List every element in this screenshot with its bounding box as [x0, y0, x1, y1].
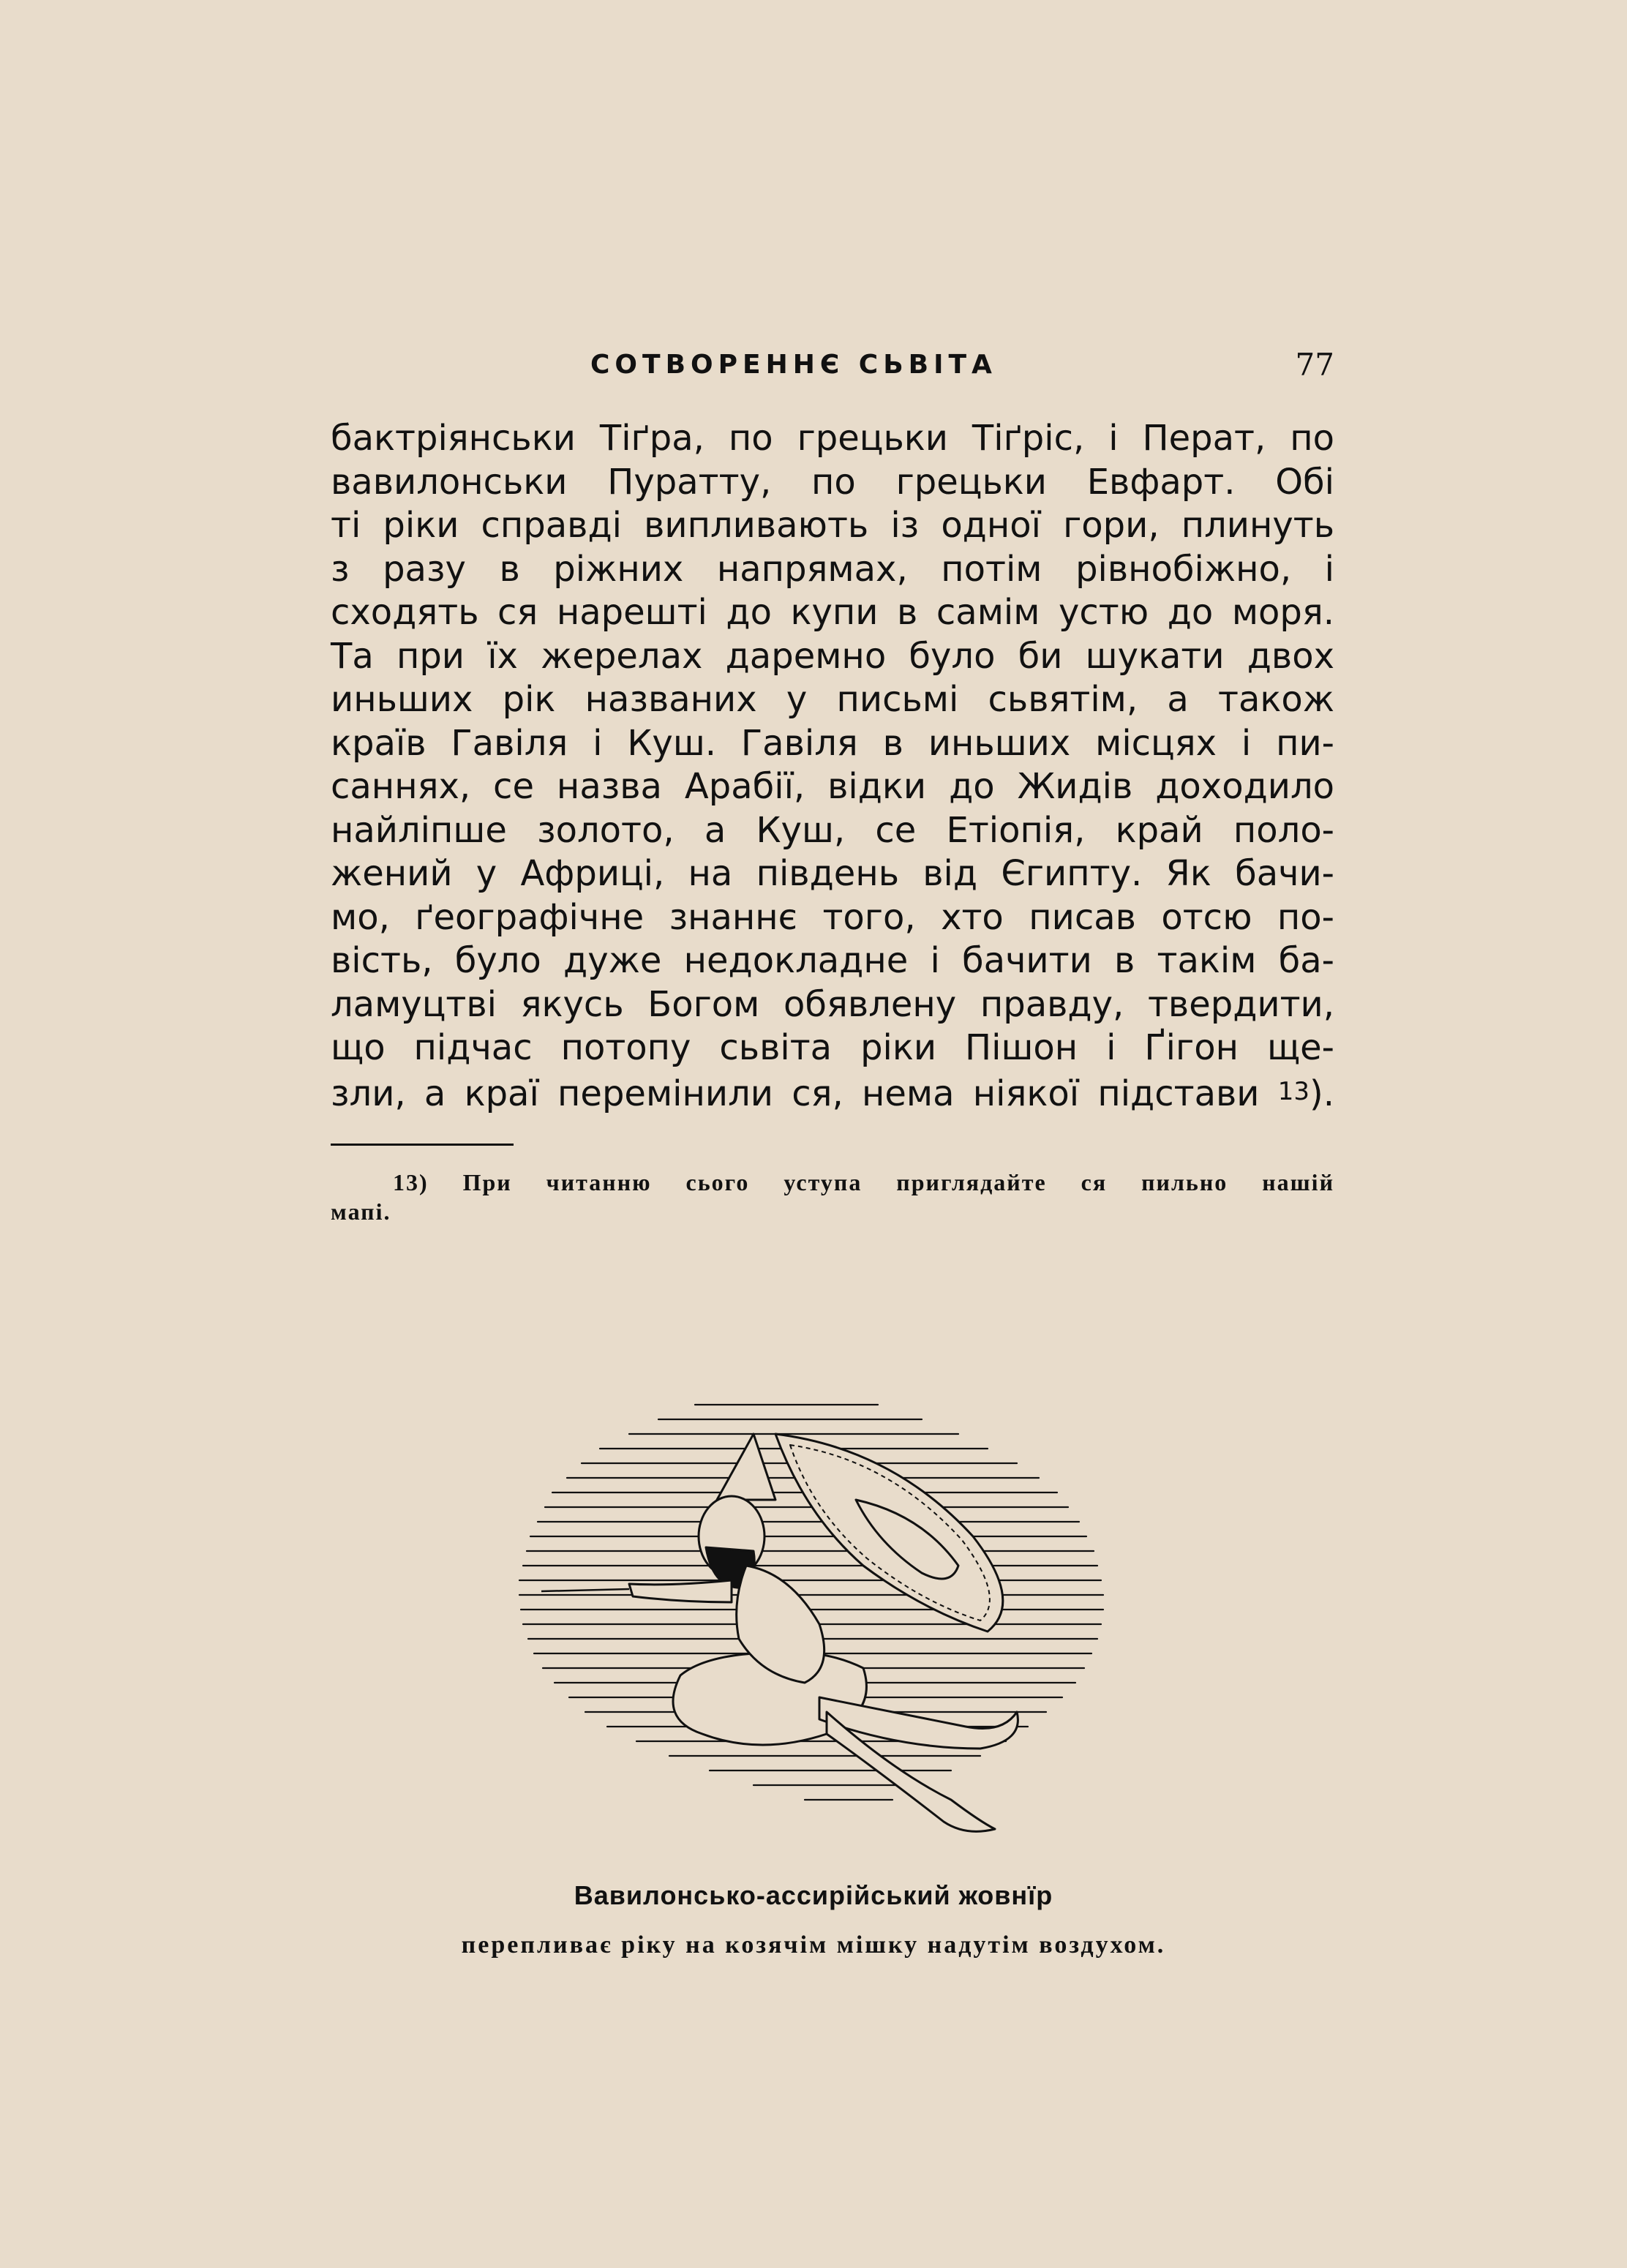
- body-line: вавилонськи Пуратту, по грецьки Евфарт. Обі: [331, 461, 1334, 503]
- body-line: Та при їх жерелах даремно було би шукати двох: [331, 635, 1334, 677]
- body-line: иньших рік названих у письмі сьвятім, а також: [331, 679, 1334, 720]
- body-line: ламуцтві якусь Богом обявлену правду, твердити,: [331, 983, 1334, 1025]
- figure-caption-text: перепливає ріку на козячім мішку надутім воздухом.: [461, 1931, 1166, 1959]
- body-last-line-end: ).: [1310, 1073, 1334, 1114]
- footnote: [331, 1168, 1334, 1226]
- soldier-illustration: [512, 1390, 1141, 1873]
- body-line: бактріянськи Тіґра, по грецьки Тіґріс, і Перат, по: [331, 418, 1334, 459]
- body-line: з разу в ріжних напрямах, потім рівнобіжно, і: [331, 548, 1334, 590]
- footnote-line: 13) При читанню сього уступа приглядайте ся пильно нашій: [393, 1169, 1334, 1195]
- body-line: мо, ґеографічне знаннє того, хто писав отсю по-: [331, 896, 1334, 938]
- body-paragraph: [331, 417, 1334, 1116]
- body-last-line: [331, 1070, 1334, 1116]
- soldier-figure: [541, 1434, 1018, 1831]
- helmet: [717, 1434, 775, 1500]
- page-number: 77: [1295, 347, 1334, 383]
- body-line: ті ріки справді випливають із одної гори, плинуть: [331, 505, 1334, 546]
- body-line: вість, було дуже недокладне і бачити в такім ба-: [331, 940, 1334, 981]
- body-line: саннях, се назва Арабії, відки до Жидів доходило: [331, 766, 1334, 807]
- body-line: жений у Африці, на південь від Єгипту. Як бачи-: [331, 853, 1334, 894]
- body-line: що підчас потопу сьвіта ріки Пішон і Ґігон ще-: [331, 1027, 1334, 1068]
- footnote-line: мапі.: [331, 1198, 391, 1225]
- figure-caption-title: Вавилонсько-ассирійський жовнїр: [574, 1880, 1053, 1910]
- body-line: сходять ся нарешті до купи в самім устю до моря.: [331, 592, 1334, 633]
- body-line: країв Гавіля і Куш. Гавіля в иньших місцях і пи-: [331, 722, 1334, 764]
- page-content: [331, 344, 1334, 1226]
- body-last-line-text: зли, а краї перемінили ся, нема ніякої підстави: [331, 1073, 1260, 1114]
- footnote-divider: [331, 1144, 514, 1146]
- page-header: [331, 344, 1334, 395]
- body-line: найліпше золото, а Куш, се Етіопія, край поло-: [331, 809, 1334, 851]
- running-title: СОТВОРЕННЄ СЬВІТА: [590, 350, 997, 380]
- footnote-reference[interactable]: 13: [1277, 1076, 1310, 1106]
